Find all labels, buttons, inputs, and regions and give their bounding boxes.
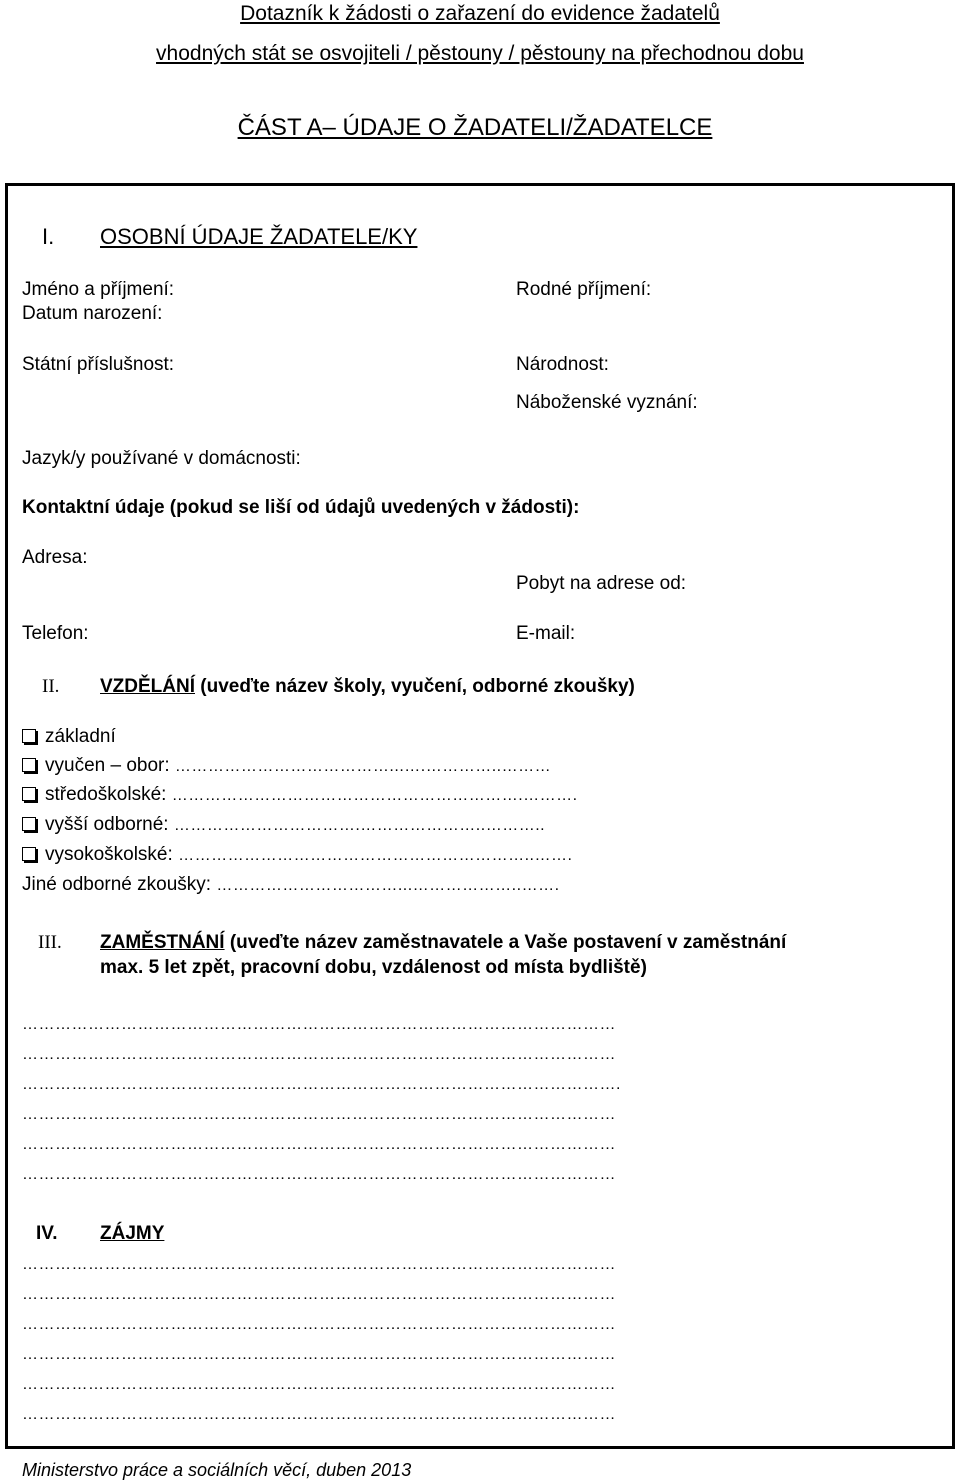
education-label: vysokoškolské: [45, 844, 173, 865]
birth-date-label: Datum narození: [22, 303, 163, 324]
education-item[interactable] [22, 844, 572, 866]
interests-line: ……………………………………………………………………………………………… [22, 1256, 616, 1273]
interests-line: ……………………………………………………………………………………………… [22, 1376, 616, 1393]
education-item[interactable] [22, 814, 545, 836]
interests-line: ……………………………………………………………………………………………… [22, 1346, 616, 1363]
education-label: vyšší odborné: [45, 814, 169, 835]
section3-number: III. [38, 932, 62, 953]
other-exams-dots: ……………………………...………………..……. [216, 877, 560, 894]
checkbox-icon[interactable] [22, 729, 36, 743]
employment-line: ……………………………………………………………………………………………… [22, 1106, 616, 1123]
section4-number: IV. [36, 1223, 58, 1244]
employment-line: ……………………………………………………………………………………………… [22, 1166, 616, 1183]
citizenship-label: Státní příslušnost: [22, 354, 175, 375]
checkbox-icon[interactable] [22, 787, 36, 801]
employment-line: ……………………………………………………………………………………………… [22, 1046, 616, 1063]
section2-subtitle: (uveďte název školy, vyučení, odborné zkoušky) [200, 676, 635, 697]
footer-text: Ministerstvo práce a sociálních věcí, duben 2013 [22, 1460, 412, 1480]
education-item[interactable] [22, 784, 578, 806]
contact-heading: Kontaktní údaje (pokud se liší od údajů uvedených v žádosti): [22, 497, 580, 518]
employment-line: ………………………………………………………………………………………………. [22, 1076, 621, 1093]
section2-heading [100, 676, 635, 698]
section3-heading [100, 932, 786, 954]
languages-label: Jazyk/y používané v domácnosti: [22, 448, 301, 469]
employment-line: ……………………………………………………………………………………………… [22, 1016, 616, 1033]
other-exams-label: Jiné odborné zkoušky: [22, 874, 212, 895]
education-label: vyučen – obor: [45, 755, 170, 776]
education-dots: …………………………….…………………..……….. [173, 817, 546, 834]
part-heading: ČÁST A– ÚDAJE O ŽADATELI/ŽADATELCE [237, 114, 713, 141]
religion-label: Náboženské vyznání: [516, 392, 698, 413]
education-dots: ……………………………………………………….………. [171, 787, 578, 804]
employment-line: ……………………………………………………………………………………………… [22, 1136, 616, 1153]
education-item[interactable] [22, 755, 551, 777]
education-dots: …………………………………...….…………..……… [174, 758, 552, 775]
other-exams-row [22, 874, 560, 896]
section4-title: ZÁJMY [100, 1223, 165, 1244]
section3-title: ZAMĚSTNÁNÍ [100, 932, 225, 953]
education-item[interactable] [22, 726, 116, 748]
section3-subtitle2: max. 5 let zpět, pracovní dobu, vzdálenost od místa bydliště) [100, 957, 647, 978]
interests-line: ……………………………………………………………………………………………… [22, 1316, 616, 1333]
form-title-line1: Dotazník k žádosti o zařazení do evidence žadatelů [240, 2, 720, 25]
phone-label: Telefon: [22, 623, 89, 644]
section2-title: VZDĚLÁNÍ [100, 676, 195, 697]
section2-number: II. [42, 676, 60, 697]
education-dots: ………………………………………………………..……. [178, 847, 573, 864]
interests-line: ……………………………………………………………………………………………… [22, 1286, 616, 1303]
checkbox-icon[interactable] [22, 817, 36, 831]
name-label: Jméno a příjmení: [22, 279, 175, 300]
section1-title: OSOBNÍ ÚDAJE ŽADATELE/KY [100, 224, 418, 249]
education-label: základní [45, 726, 116, 747]
interests-line: ……………………………………………………………………………………………… [22, 1406, 616, 1423]
form-title-line2: vhodných stát se osvojiteli / pěstouny / pěstouny na přechodnou dobu [156, 42, 804, 65]
address-label: Adresa: [22, 547, 88, 568]
checkbox-icon[interactable] [22, 758, 36, 772]
section3-subtitle: (uveďte název zaměstnavatele a Vaše postavení v zaměstnání [229, 932, 787, 953]
nationality-label: Národnost: [516, 354, 609, 375]
email-label: E-mail: [516, 623, 576, 644]
education-label: středoškolské: [45, 784, 167, 805]
birth-surname-label: Rodné příjmení: [516, 279, 652, 300]
section1-number: I. [42, 224, 55, 249]
checkbox-icon[interactable] [22, 847, 36, 861]
stay-since-label: Pobyt na adrese od: [516, 573, 687, 594]
